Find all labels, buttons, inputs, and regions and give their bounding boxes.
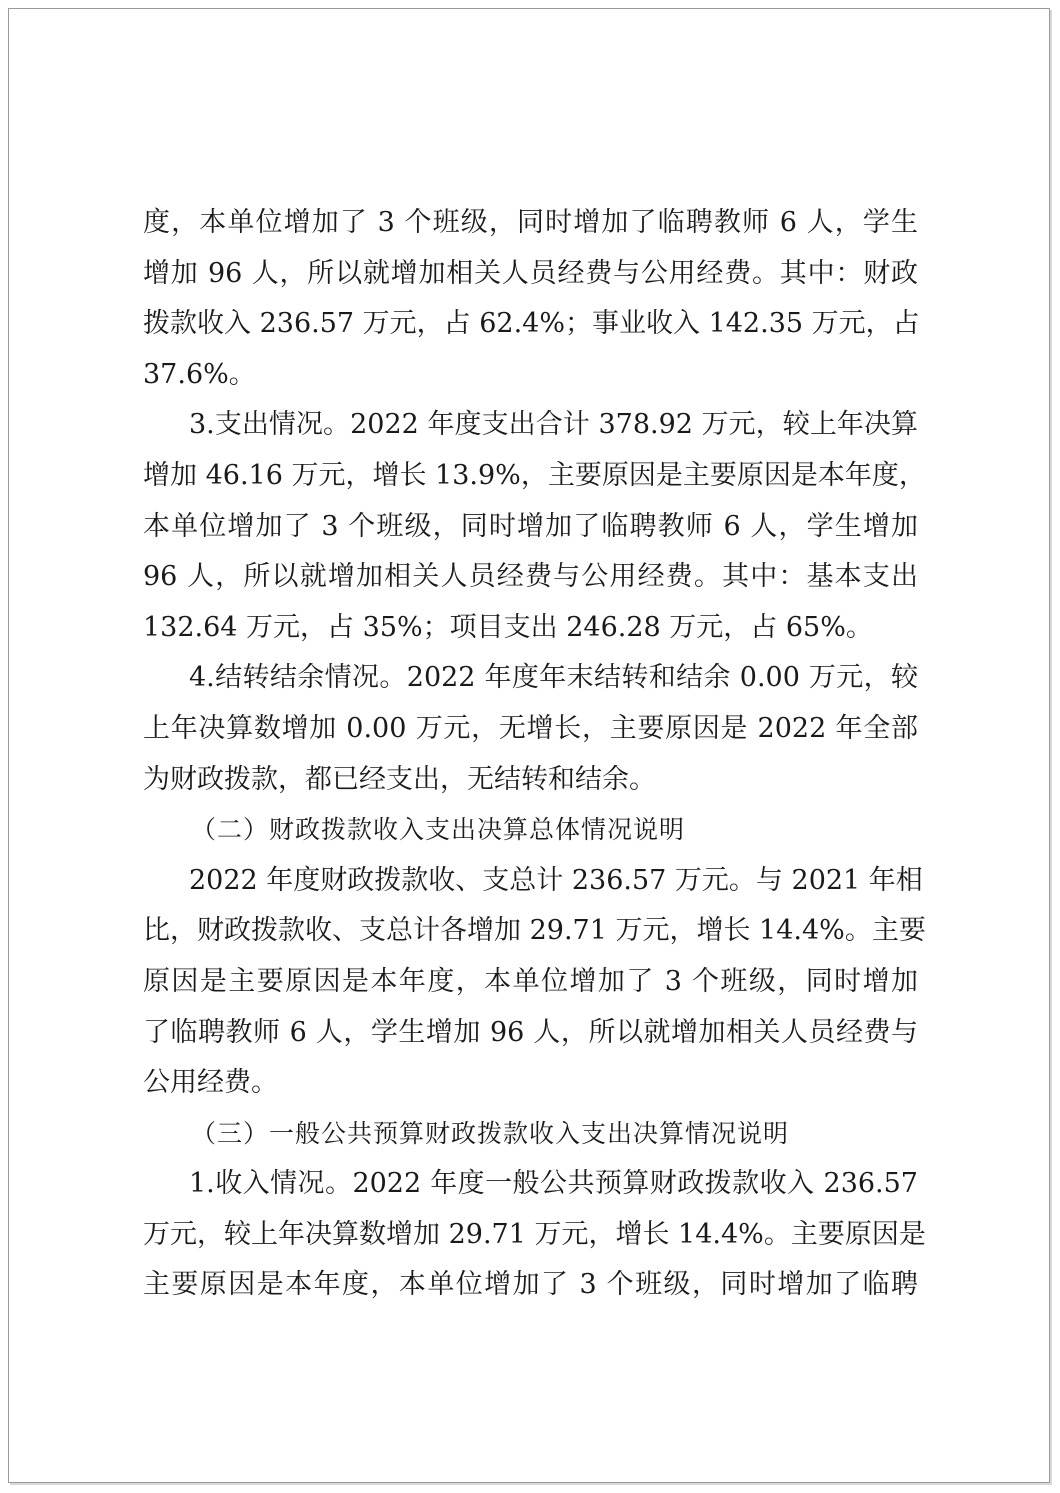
text-line: 96 人，所以就增加相关人员经费与公用经费。其中：基本支出 xyxy=(143,561,918,593)
paragraph-start-line: 2022 年度财政拨款收、支总计 236.57 万元。与 2021 年相 xyxy=(189,864,923,896)
text-line: 度，本单位增加了 3 个班级，同时增加了临聘教师 6 人，学生 xyxy=(143,207,918,238)
paragraph-start-line: 4.结转结余情况。2022 年度年末结转和结余 0.00 万元，较 xyxy=(189,662,918,694)
section-heading: （三）一般公共预算财政拨款收入支出决算情况说明 xyxy=(191,1118,790,1148)
text-line: 132.64 万元，占 35%；项目支出 246.28 万元，占 65%。 xyxy=(143,611,873,643)
text-line: 为财政拨款，都已经支出，无结转和结余。 xyxy=(143,763,656,795)
section-heading: （二）财政拨款收入支出决算总体情况说明 xyxy=(191,815,686,845)
text-line: 上年决算数增加 0.00 万元，无增长，主要原因是 2022 年全部 xyxy=(143,712,918,744)
text-line: 增加 96 人，所以就增加相关人员经费与公用经费。其中：财政 xyxy=(143,257,918,289)
text-line: 万元，较上年决算数增加 29.71 万元，增长 14.4%。主要原因是 xyxy=(143,1218,926,1250)
document-body xyxy=(143,198,926,1311)
text-line: 37.6%。 xyxy=(143,358,256,390)
text-line: 主要原因是本年度，本单位增加了 3 个班级，同时增加了临聘 xyxy=(143,1269,918,1301)
text-line: 增加 46.16 万元，增长 13.9%，主要原因是主要原因是本年度， xyxy=(143,459,926,491)
text-line: 公用经费。 xyxy=(143,1067,278,1099)
text-line: 本单位增加了 3 个班级，同时增加了临聘教师 6 人，学生增加 xyxy=(143,510,918,542)
text-line: 原因是主要原因是本年度，本单位增加了 3 个班级，同时增加 xyxy=(143,965,918,997)
text-line: 了临聘教师 6 人，学生增加 96 人，所以就增加相关人员经费与 xyxy=(143,1016,918,1048)
text-line: 拨款收入 236.57 万元，占 62.4%；事业收入 142.35 万元，占 xyxy=(143,308,920,340)
text-line: 比，财政拨款收、支总计各增加 29.71 万元，增长 14.4%。主要 xyxy=(143,915,926,947)
paragraph-start-line: 3.支出情况。2022 年度支出合计 378.92 万元，较上年决算 xyxy=(189,409,918,441)
paragraph-start-line: 1.收入情况。2022 年度一般公共预算财政拨款收入 236.57 xyxy=(189,1168,918,1200)
